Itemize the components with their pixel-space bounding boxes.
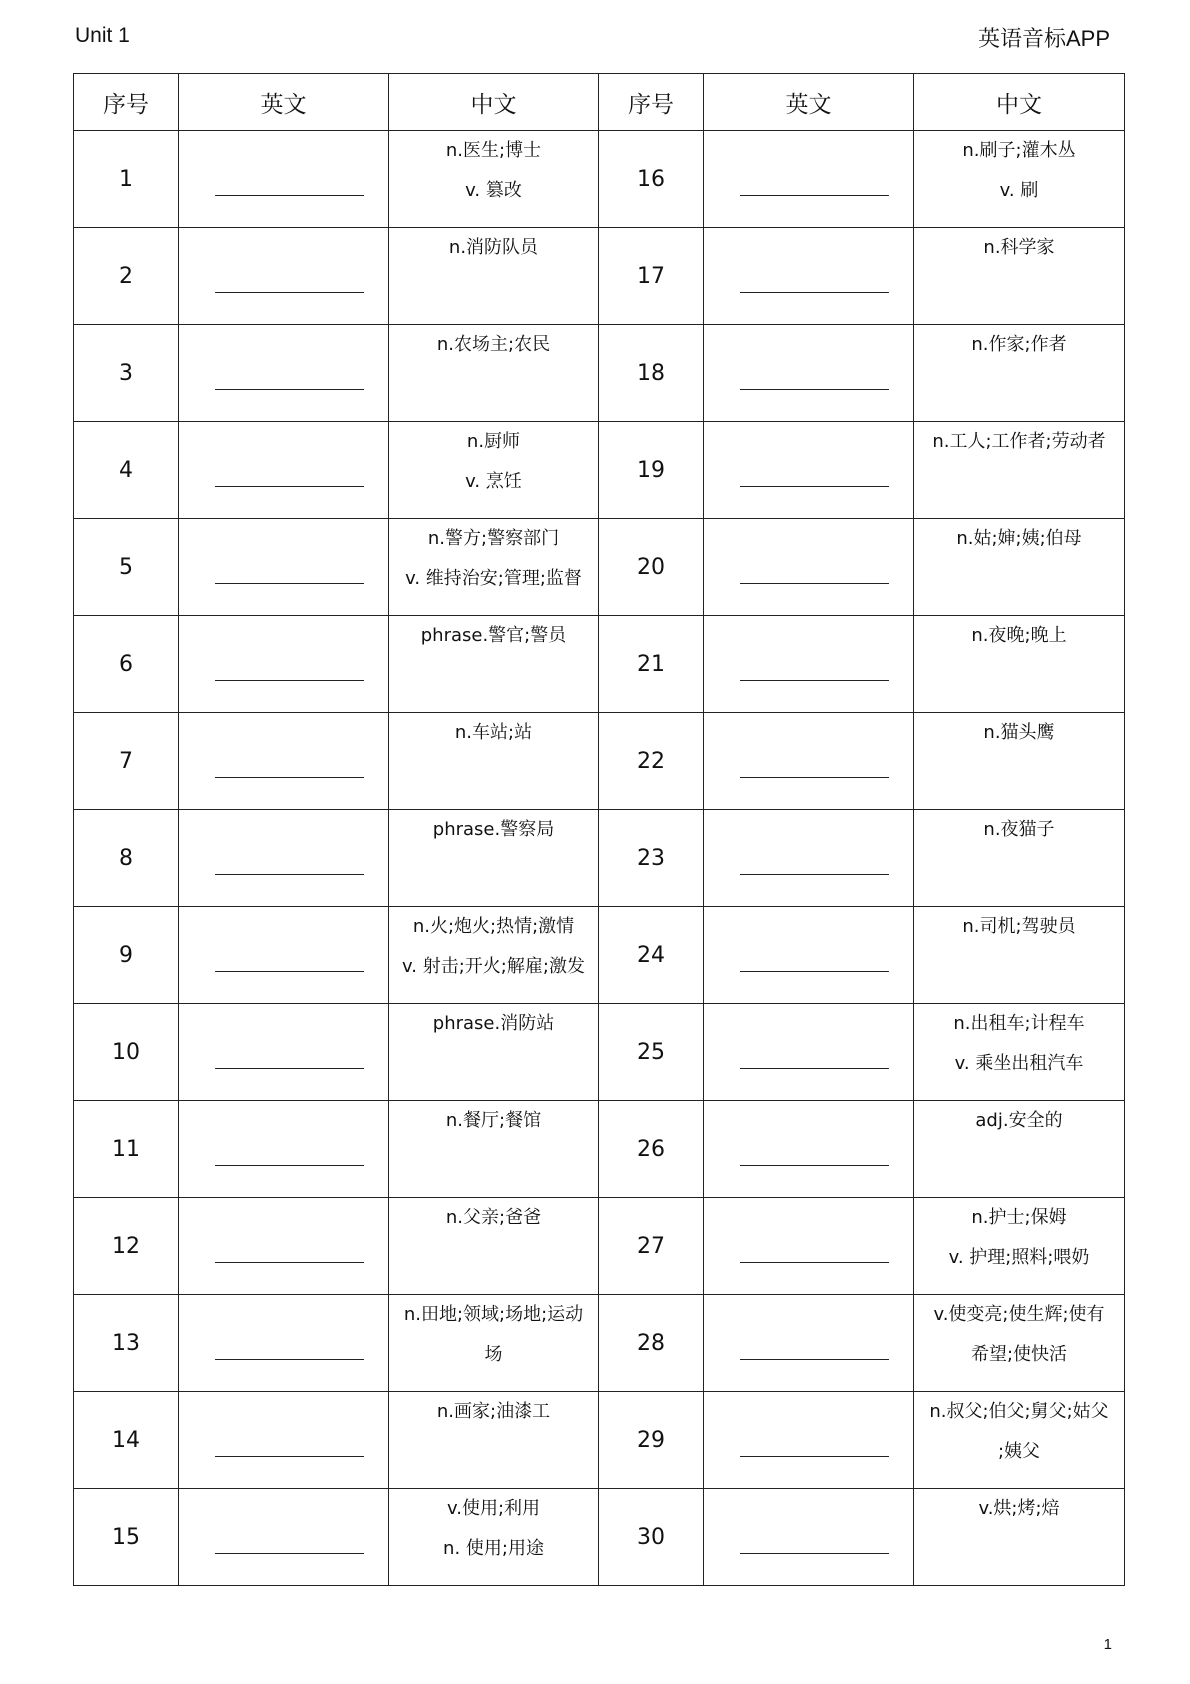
meaning-line: n.刷子;灌木丛 [962, 140, 1076, 161]
answer-blank-line[interactable] [215, 777, 364, 778]
english-answer-cell[interactable] [704, 131, 914, 228]
item-number: 29 [599, 1392, 704, 1489]
answer-blank-line[interactable] [740, 777, 889, 778]
table-row [74, 810, 1125, 907]
app-name: 英语音标APP [977, 26, 1110, 51]
item-number: 21 [599, 616, 704, 713]
answer-blank-line[interactable] [740, 583, 889, 584]
meaning-line: n.科学家 [983, 237, 1055, 258]
chinese-meaning [914, 131, 1125, 228]
meaning-line: n.画家;油漆工 [436, 1401, 551, 1422]
meaning-line: v. 烹饪 [465, 471, 522, 492]
meaning-line: n.司机;驾驶员 [962, 916, 1076, 937]
table-row [74, 519, 1125, 616]
item-number: 14 [74, 1392, 179, 1489]
vocabulary-table [73, 73, 1125, 1586]
english-answer-cell[interactable] [704, 616, 914, 713]
english-answer-cell[interactable] [179, 422, 389, 519]
column-header-english-right: 英文 [704, 74, 914, 131]
chinese-meaning [389, 907, 599, 1004]
chinese-meaning [389, 713, 599, 810]
english-answer-cell[interactable] [179, 1489, 389, 1586]
answer-blank-line[interactable] [740, 1553, 889, 1554]
item-number: 16 [599, 131, 704, 228]
meaning-line: n.厨师 [466, 431, 521, 452]
answer-blank-line[interactable] [740, 1262, 889, 1263]
meaning-line: v.烘;烤;焙 [978, 1498, 1060, 1519]
item-number: 17 [599, 228, 704, 325]
item-number: 12 [74, 1198, 179, 1295]
english-answer-cell[interactable] [179, 1392, 389, 1489]
chinese-meaning [914, 1004, 1125, 1101]
english-answer-cell[interactable] [704, 519, 914, 616]
meaning-line: phrase.警察局 [432, 819, 555, 840]
table-row [74, 1489, 1125, 1586]
answer-blank-line[interactable] [215, 1068, 364, 1069]
chinese-meaning [389, 131, 599, 228]
answer-blank-line[interactable] [215, 1553, 364, 1554]
table-row [74, 1198, 1125, 1295]
english-answer-cell[interactable] [179, 1004, 389, 1101]
answer-blank-line[interactable] [215, 680, 364, 681]
meaning-line: v.使变亮;使生辉;使有 [933, 1304, 1105, 1325]
english-answer-cell[interactable] [179, 228, 389, 325]
answer-blank-line[interactable] [215, 486, 364, 487]
english-answer-cell[interactable] [179, 1295, 389, 1392]
chinese-meaning [914, 1392, 1125, 1489]
chinese-meaning [914, 907, 1125, 1004]
english-answer-cell[interactable] [704, 713, 914, 810]
chinese-meaning [914, 616, 1125, 713]
meaning-line: n.夜晚;晚上 [971, 625, 1067, 646]
english-answer-cell[interactable] [179, 907, 389, 1004]
table-row [74, 131, 1125, 228]
english-answer-cell[interactable] [179, 325, 389, 422]
item-number: 3 [74, 325, 179, 422]
meaning-line: v. 射击;开火;解雇;激发 [402, 956, 585, 977]
meaning-line: n.农场主;农民 [436, 334, 551, 355]
meaning-line: 希望;使快活 [970, 1344, 1068, 1365]
english-answer-cell[interactable] [179, 616, 389, 713]
chinese-meaning [914, 519, 1125, 616]
table-row [74, 1101, 1125, 1198]
chinese-meaning [914, 325, 1125, 422]
table-row [74, 325, 1125, 422]
table-row [74, 616, 1125, 713]
table-row [74, 422, 1125, 519]
column-header-number-right: 序号 [599, 74, 704, 131]
table-row [74, 1004, 1125, 1101]
answer-blank-line[interactable] [740, 1456, 889, 1457]
answer-blank-line[interactable] [740, 1165, 889, 1166]
item-number: 11 [74, 1101, 179, 1198]
table-row [74, 228, 1125, 325]
answer-blank-line[interactable] [215, 874, 364, 875]
meaning-line: n. 使用;用途 [443, 1538, 544, 1559]
chinese-meaning [914, 713, 1125, 810]
meaning-line: v. 护理;照料;喂奶 [948, 1247, 1090, 1268]
answer-blank-line[interactable] [740, 486, 889, 487]
english-answer-cell[interactable] [704, 1392, 914, 1489]
meaning-line: ;姨父 [997, 1441, 1041, 1462]
item-number: 5 [74, 519, 179, 616]
item-number: 28 [599, 1295, 704, 1392]
meaning-line: n.叔父;伯父;舅父;姑父 [929, 1401, 1109, 1422]
meaning-line: n.护士;保姆 [971, 1207, 1067, 1228]
meaning-line: n.警方;警察部门 [427, 528, 560, 549]
meaning-line: phrase.警官;警员 [420, 625, 567, 646]
chinese-meaning [914, 1489, 1125, 1586]
english-answer-cell[interactable] [704, 1198, 914, 1295]
item-number: 19 [599, 422, 704, 519]
item-number: 20 [599, 519, 704, 616]
answer-blank-line[interactable] [215, 292, 364, 293]
chinese-meaning [914, 228, 1125, 325]
item-number: 7 [74, 713, 179, 810]
english-answer-cell[interactable] [179, 810, 389, 907]
english-answer-cell[interactable] [179, 713, 389, 810]
english-answer-cell[interactable] [704, 907, 914, 1004]
answer-blank-line[interactable] [740, 1359, 889, 1360]
chinese-meaning [389, 616, 599, 713]
meaning-line: n.餐厅;餐馆 [445, 1110, 542, 1131]
english-answer-cell[interactable] [179, 1198, 389, 1295]
item-number: 9 [74, 907, 179, 1004]
meaning-line: n.医生;博士 [445, 140, 542, 161]
chinese-meaning [914, 1295, 1125, 1392]
column-header-english-left: 英文 [179, 74, 389, 131]
answer-blank-line[interactable] [215, 195, 364, 196]
chinese-meaning [914, 422, 1125, 519]
column-header-number-left: 序号 [74, 74, 179, 131]
item-number: 13 [74, 1295, 179, 1392]
chinese-meaning [389, 1198, 599, 1295]
answer-blank-line[interactable] [740, 292, 889, 293]
item-number: 30 [599, 1489, 704, 1586]
meaning-line: adj.安全的 [975, 1110, 1063, 1131]
english-answer-cell[interactable] [704, 422, 914, 519]
chinese-meaning [389, 1004, 599, 1101]
answer-blank-line[interactable] [215, 1262, 364, 1263]
unit-title: Unit 1 [75, 24, 130, 47]
english-answer-cell[interactable] [704, 1489, 914, 1586]
item-number: 25 [599, 1004, 704, 1101]
item-number: 1 [74, 131, 179, 228]
meaning-line: n.作家;作者 [971, 334, 1067, 355]
answer-blank-line[interactable] [740, 389, 889, 390]
meaning-line: v. 篡改 [465, 180, 522, 201]
chinese-meaning [389, 1392, 599, 1489]
answer-blank-line[interactable] [740, 680, 889, 681]
meaning-line: n.消防队员 [448, 237, 539, 258]
table-row [74, 1295, 1125, 1392]
answer-blank-line[interactable] [215, 1456, 364, 1457]
meaning-line: v.使用;利用 [446, 1498, 541, 1519]
meaning-line: n.父亲;爸爸 [445, 1207, 542, 1228]
meaning-line: v. 刷 [999, 180, 1039, 201]
answer-blank-line[interactable] [215, 1359, 364, 1360]
answer-blank-line[interactable] [215, 583, 364, 584]
meaning-line: n.夜猫子 [983, 819, 1055, 840]
chinese-meaning [389, 228, 599, 325]
meaning-line: 场 [484, 1344, 503, 1365]
meaning-line: n.车站;站 [454, 722, 533, 743]
meaning-line: n.猫头鹰 [983, 722, 1055, 743]
item-number: 24 [599, 907, 704, 1004]
answer-blank-line[interactable] [740, 874, 889, 875]
item-number: 23 [599, 810, 704, 907]
meaning-line: v. 乘坐出租汽车 [954, 1053, 1084, 1074]
meaning-line: n.工人;工作者;劳动者 [932, 431, 1106, 452]
answer-blank-line[interactable] [740, 1068, 889, 1069]
column-header-chinese-left: 中文 [389, 74, 599, 131]
english-answer-cell[interactable] [179, 1101, 389, 1198]
chinese-meaning [389, 325, 599, 422]
item-number: 10 [74, 1004, 179, 1101]
english-answer-cell[interactable] [704, 228, 914, 325]
chinese-meaning [389, 422, 599, 519]
chinese-meaning [389, 810, 599, 907]
item-number: 27 [599, 1198, 704, 1295]
answer-blank-line[interactable] [215, 971, 364, 972]
english-answer-cell[interactable] [704, 810, 914, 907]
chinese-meaning [389, 1295, 599, 1392]
english-answer-cell[interactable] [704, 1004, 914, 1101]
item-number: 8 [74, 810, 179, 907]
item-number: 22 [599, 713, 704, 810]
english-answer-cell[interactable] [179, 131, 389, 228]
meaning-line: n.田地;领域;场地;运动 [403, 1304, 584, 1325]
table-row [74, 713, 1125, 810]
item-number: 26 [599, 1101, 704, 1198]
meaning-line: phrase.消防站 [432, 1013, 555, 1034]
meaning-line: n.火;炮火;热情;激情 [412, 916, 575, 937]
item-number: 18 [599, 325, 704, 422]
chinese-meaning [914, 1198, 1125, 1295]
item-number: 15 [74, 1489, 179, 1586]
item-number: 4 [74, 422, 179, 519]
meaning-line: n.出租车;计程车 [953, 1013, 1085, 1034]
english-answer-cell[interactable] [704, 1295, 914, 1392]
table-row [74, 907, 1125, 1004]
chinese-meaning [389, 1489, 599, 1586]
answer-blank-line[interactable] [740, 971, 889, 972]
meaning-line: n.姑;婶;姨;伯母 [956, 528, 1082, 549]
column-header-chinese-right: 中文 [914, 74, 1125, 131]
chinese-meaning [914, 1101, 1125, 1198]
table-header-row [74, 74, 1125, 131]
english-answer-cell[interactable] [179, 519, 389, 616]
table-row [74, 1392, 1125, 1489]
answer-blank-line[interactable] [215, 389, 364, 390]
meaning-line: v. 维持治安;管理;监督 [405, 568, 582, 589]
answer-blank-line[interactable] [740, 195, 889, 196]
item-number: 6 [74, 616, 179, 713]
english-answer-cell[interactable] [704, 1101, 914, 1198]
chinese-meaning [914, 810, 1125, 907]
chinese-meaning [389, 519, 599, 616]
english-answer-cell[interactable] [704, 325, 914, 422]
page-number: 1 [1103, 1636, 1112, 1653]
answer-blank-line[interactable] [215, 1165, 364, 1166]
chinese-meaning [389, 1101, 599, 1198]
item-number: 2 [74, 228, 179, 325]
